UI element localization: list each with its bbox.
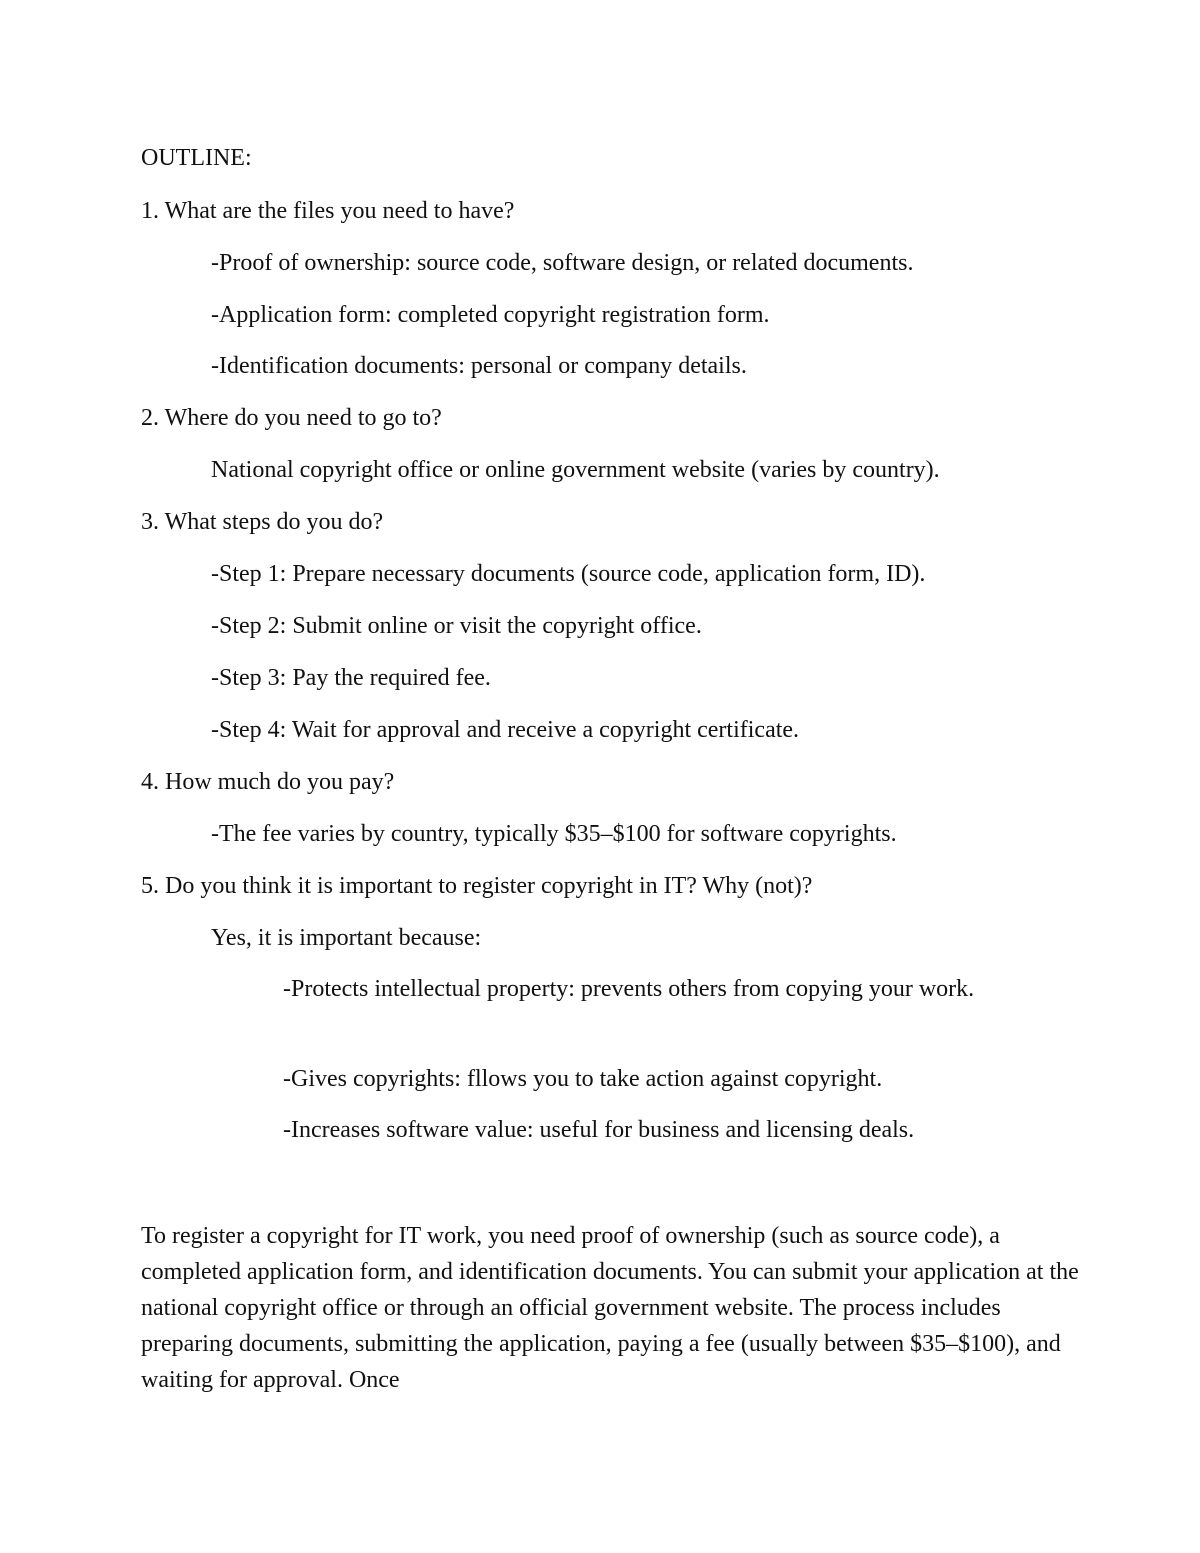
question-5: 5. Do you think it is important to register copyright in IT? Why (not)?: [141, 873, 813, 899]
q4-answer: -The fee varies by country, typically $35–$100 for software copyrights.: [211, 821, 897, 847]
q5-reason: -Increases software value: useful for business and licensing deals.: [283, 1117, 915, 1143]
summary-paragraph: To register a copyright for IT work, you need proof of ownership (such as source code), a completed application form, and identification documents. You can submit your application at the national copyright office or through an official government website. The process includes preparing documents, submitting the application, paying a fee (usually between $35–$100), and waiting for approval. Once: [141, 1223, 1079, 1393]
q5-reason: -Gives copyrights: fllows you to take action against copyright.: [283, 1066, 883, 1092]
q1-item: -Identification documents: personal or company details.: [211, 353, 747, 379]
outline-heading: OUTLINE:: [141, 145, 252, 171]
q1-item: -Proof of ownership: source code, software design, or related documents.: [211, 250, 914, 276]
q5-intro: Yes, it is important because:: [211, 925, 482, 951]
q3-step: -Step 3: Pay the required fee.: [211, 665, 491, 691]
q3-step: -Step 4: Wait for approval and receive a copyright certificate.: [211, 717, 800, 743]
question-2: 2. Where do you need to go to?: [141, 405, 442, 431]
question-4: 4. How much do you pay?: [141, 769, 395, 795]
q3-step: -Step 2: Submit online or visit the copyright office.: [211, 613, 702, 639]
q3-step: -Step 1: Prepare necessary documents (source code, application form, ID).: [211, 561, 926, 587]
q1-item: -Application form: completed copyright registration form.: [211, 302, 770, 328]
question-3: 3. What steps do you do?: [141, 509, 384, 535]
q5-reason: -Protects intellectual property: prevents others from copying your work.: [283, 976, 975, 1002]
q2-answer: National copyright office or online government website (varies by country).: [211, 457, 940, 483]
question-1: 1. What are the files you need to have?: [141, 198, 515, 224]
